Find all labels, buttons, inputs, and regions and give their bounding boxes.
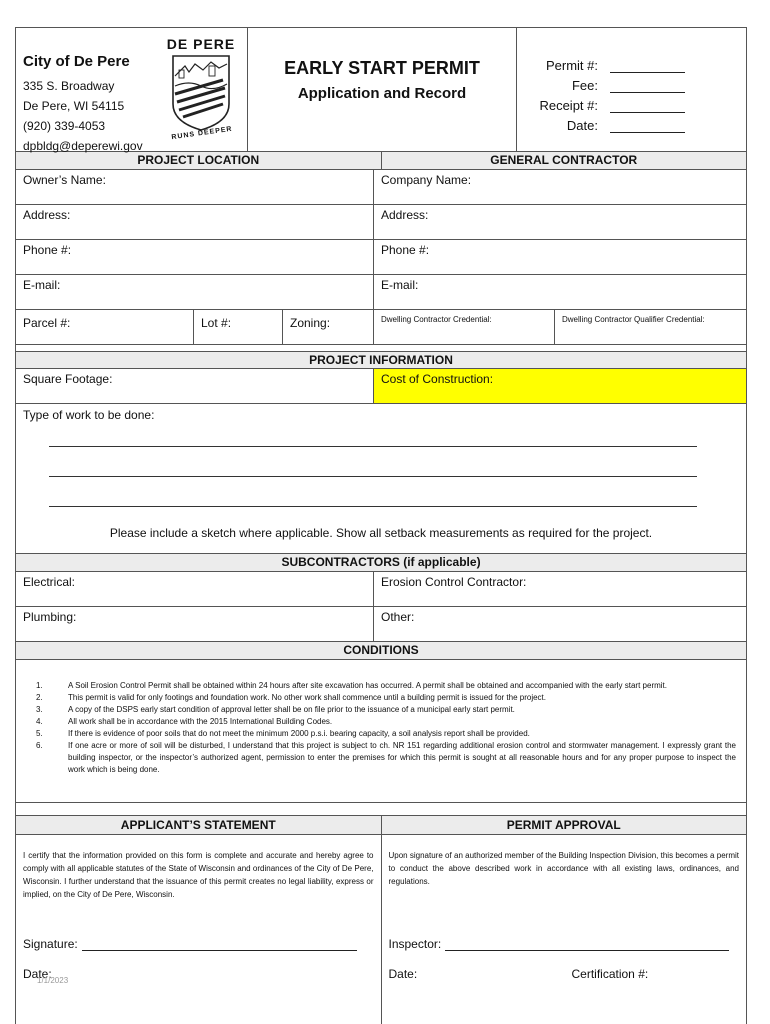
sketch-note: Please include a sketch where applicable. Show all setback measurements as required for the project.	[109, 526, 653, 540]
applicant-statement-text: I certify that the information provided on this form is complete and accurate and hereby agree to comply with all applicable statutes of the State of Wisconsin and ordinances of the City of De Pere, Wisconsin. I further understand that the issuance of this permit creates no legal liability, express or implied, on the City of De Pere, Wisconsin.	[23, 851, 374, 899]
logo-tagline: RUNS DEEPER	[171, 125, 233, 142]
permit-number-line[interactable]	[610, 60, 685, 73]
condition-item	[36, 704, 736, 716]
inspector-line[interactable]	[445, 940, 729, 951]
phone-row	[16, 240, 746, 275]
signature-line[interactable]	[82, 940, 357, 951]
electrical-erosion-row	[16, 572, 746, 607]
permit-number-label: Permit #:	[545, 58, 598, 73]
cost-of-construction-field[interactable]: Cost of Construction:	[374, 369, 746, 403]
revision-date: 1/1/2023	[37, 976, 69, 985]
permit-date-field[interactable]	[517, 113, 746, 133]
conditions-heading: CONDITIONS	[16, 642, 746, 660]
permit-approval-column	[381, 835, 747, 1024]
applicant-date-label: Date:	[23, 967, 52, 981]
owner-phone-field[interactable]: Phone #:	[16, 240, 374, 274]
permit-date-label: Date:	[566, 118, 598, 133]
type-of-work-label: Type of work to be done:	[23, 408, 155, 422]
electrical-field[interactable]: Electrical:	[16, 572, 374, 606]
approval-date-label: Date:	[388, 967, 418, 981]
work-description-line-1[interactable]	[49, 446, 697, 447]
title-block	[248, 28, 517, 151]
email-address: dpbldg@deperewi.gov	[23, 139, 143, 153]
general-contractor-heading: GENERAL CONTRACTOR	[381, 152, 747, 169]
fee-line[interactable]	[610, 80, 685, 93]
condition-number: 4.	[36, 717, 43, 726]
permit-number-field[interactable]	[517, 53, 746, 73]
city-contact-block	[16, 28, 248, 151]
city-name: City of De Pere	[23, 53, 130, 70]
condition-number: 3.	[36, 705, 43, 714]
statement-approval-body	[16, 835, 746, 1024]
condition-text: A copy of the DSPS early start condition of approval letter shall be on file prior to the issuance of a municipal early start permit.	[68, 705, 515, 714]
project-location-heading: PROJECT LOCATION	[137, 153, 260, 167]
email-row	[16, 275, 746, 310]
parcel-credential-row	[16, 310, 746, 345]
permit-title: EARLY START PERMIT	[284, 58, 480, 78]
condition-text: This permit is valid for only footings and foundation work. No other work shall commence until a building permit is issued for the project.	[68, 693, 547, 702]
address-row	[16, 205, 746, 240]
condition-item	[36, 740, 736, 776]
receipt-number-line[interactable]	[610, 100, 685, 113]
phone-number: (920) 339-4053	[23, 119, 106, 133]
owner-name-field[interactable]: Owner’s Name:	[16, 170, 374, 204]
receipt-number-field[interactable]	[517, 93, 746, 113]
fee-label: Fee:	[571, 78, 598, 93]
applicant-statement-column	[16, 835, 381, 1024]
contractor-address-field[interactable]: Address:	[381, 208, 429, 222]
name-row	[16, 170, 746, 205]
applicant-statement-heading: APPLICANT’S STATEMENT	[120, 818, 276, 832]
condition-text: If one acre or more of soil will be disturbed, I understand that this project is subject to ch. NR 151 regarding additional erosion control and stormwater management. I expressly grant the building inspector, or the inspector’s authorized agent, permission to enter the premises for which this permit is sought at all reasonable hours and for any proper purpose to inspect the work which is being done.	[68, 741, 736, 774]
city-state-zip: De Pere, WI 54115	[23, 99, 125, 113]
footage-cost-row	[16, 369, 746, 404]
lot-field[interactable]: Lot #:	[194, 310, 283, 344]
contractor-email-field[interactable]: E-mail:	[381, 278, 419, 292]
office-use-block	[517, 28, 746, 151]
condition-item	[36, 692, 736, 704]
street-address: 335 S. Broadway	[23, 79, 115, 93]
signature-label: Signature:	[23, 937, 78, 951]
owner-address-field[interactable]: Address:	[16, 205, 374, 239]
permit-approval-text: Upon signature of an authorized member of the Building Inspection Division, this becomes a permit to conduct the above described work in accordance with all existing laws, ordinances, and regulations.	[388, 851, 739, 886]
work-description-line-3[interactable]	[49, 506, 697, 507]
condition-item	[36, 716, 736, 728]
condition-text: All work shall be in accordance with the 2015 International Building Codes.	[68, 717, 333, 726]
condition-number: 2.	[36, 693, 43, 702]
condition-number: 5.	[36, 729, 43, 738]
erosion-control-contractor-field[interactable]: Erosion Control Contractor:	[381, 575, 527, 589]
certification-number-field[interactable]	[572, 967, 649, 981]
condition-item	[36, 680, 736, 692]
zoning-field[interactable]: Zoning:	[283, 310, 374, 344]
permit-subtitle: Application and Record	[297, 85, 467, 102]
inspector-signature-field[interactable]	[389, 937, 730, 951]
approval-date-field[interactable]	[389, 967, 418, 981]
condition-text: If there is evidence of poor soils that do not meet the minimum 2000 p.s.i. bearing capacity, a soil analysis report shall be provided.	[68, 729, 530, 738]
other-subcontractor-field[interactable]: Other:	[381, 610, 415, 624]
type-of-work-area	[16, 404, 746, 554]
applicant-signature-field[interactable]	[23, 937, 357, 951]
city-logo	[161, 36, 241, 146]
certification-number-label: Certification #:	[571, 967, 649, 981]
square-footage-field[interactable]: Square Footage:	[16, 369, 374, 403]
condition-number: 1.	[36, 681, 43, 690]
subcontractors-heading: SUBCONTRACTORS (if applicable)	[16, 554, 746, 572]
work-description-line-2[interactable]	[49, 476, 697, 477]
permit-form	[15, 27, 747, 1024]
form-header	[16, 28, 746, 152]
inspector-label: Inspector:	[388, 937, 442, 951]
fee-field[interactable]	[517, 73, 746, 93]
conditions-list	[16, 660, 746, 803]
parcel-field[interactable]: Parcel #:	[16, 310, 194, 344]
permit-date-line[interactable]	[610, 120, 685, 133]
condition-item	[36, 728, 736, 740]
logo-title: DE PERE	[166, 36, 236, 52]
contractor-phone-field[interactable]: Phone #:	[381, 243, 430, 257]
owner-email-field[interactable]: E-mail:	[16, 275, 374, 309]
dwelling-qualifier-credential-field[interactable]: Dwelling Contractor Qualifier Credential:	[562, 315, 705, 324]
project-information-heading: PROJECT INFORMATION	[16, 351, 746, 369]
statement-approval-header	[16, 815, 746, 835]
company-name-field[interactable]: Company Name:	[381, 173, 472, 187]
condition-text: A Soil Erosion Control Permit shall be obtained within 24 hours after site excavation has occurred. A permit shall be obtained and accompanied with the early start permit.	[68, 681, 667, 690]
plumbing-other-row	[16, 607, 746, 642]
receipt-number-label: Receipt #:	[539, 98, 598, 113]
plumbing-field[interactable]: Plumbing:	[16, 607, 374, 641]
permit-approval-heading: PERMIT APPROVAL	[381, 816, 747, 834]
dwelling-contractor-credential-field[interactable]: Dwelling Contractor Credential:	[374, 310, 555, 344]
condition-number: 6.	[36, 741, 43, 750]
